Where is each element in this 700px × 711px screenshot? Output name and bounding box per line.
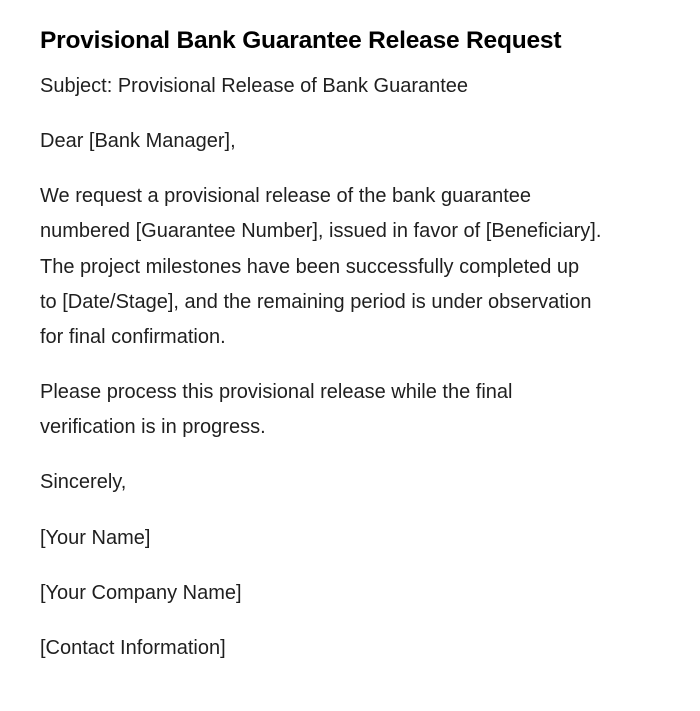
signature-contact: [Contact Information]: [40, 637, 226, 659]
body-paragraph-1-line: The project milestones have been successfully completed up: [40, 255, 580, 278]
body-paragraph-2: [40, 375, 512, 446]
body-paragraph-2-line: Please process this provisional release while the final: [40, 381, 513, 403]
body-paragraph-1-line: numbered [Guarantee Number], issued in favor of [Beneficiary].: [40, 220, 602, 243]
closing: Sincerely,: [40, 471, 127, 493]
page-title: Provisional Bank Guarantee Release Request: [40, 27, 562, 54]
signature-name: [Your Name]: [40, 527, 151, 549]
body-paragraph-1-line: We request a provisional release of the bank guarantee: [40, 185, 532, 207]
body-paragraph-1-line: for final confirmation.: [40, 326, 226, 348]
body-paragraph-1: [40, 179, 601, 355]
subject-line: Subject: Provisional Release of Bank Guarantee: [40, 75, 469, 97]
salutation: Dear [Bank Manager],: [40, 130, 236, 152]
body-paragraph-2-line: verification is in progress.: [40, 416, 266, 439]
body-paragraph-1-line: to [Date/Stage], and the remaining period is under observation: [40, 290, 592, 313]
signature-company: [Your Company Name]: [40, 582, 242, 604]
